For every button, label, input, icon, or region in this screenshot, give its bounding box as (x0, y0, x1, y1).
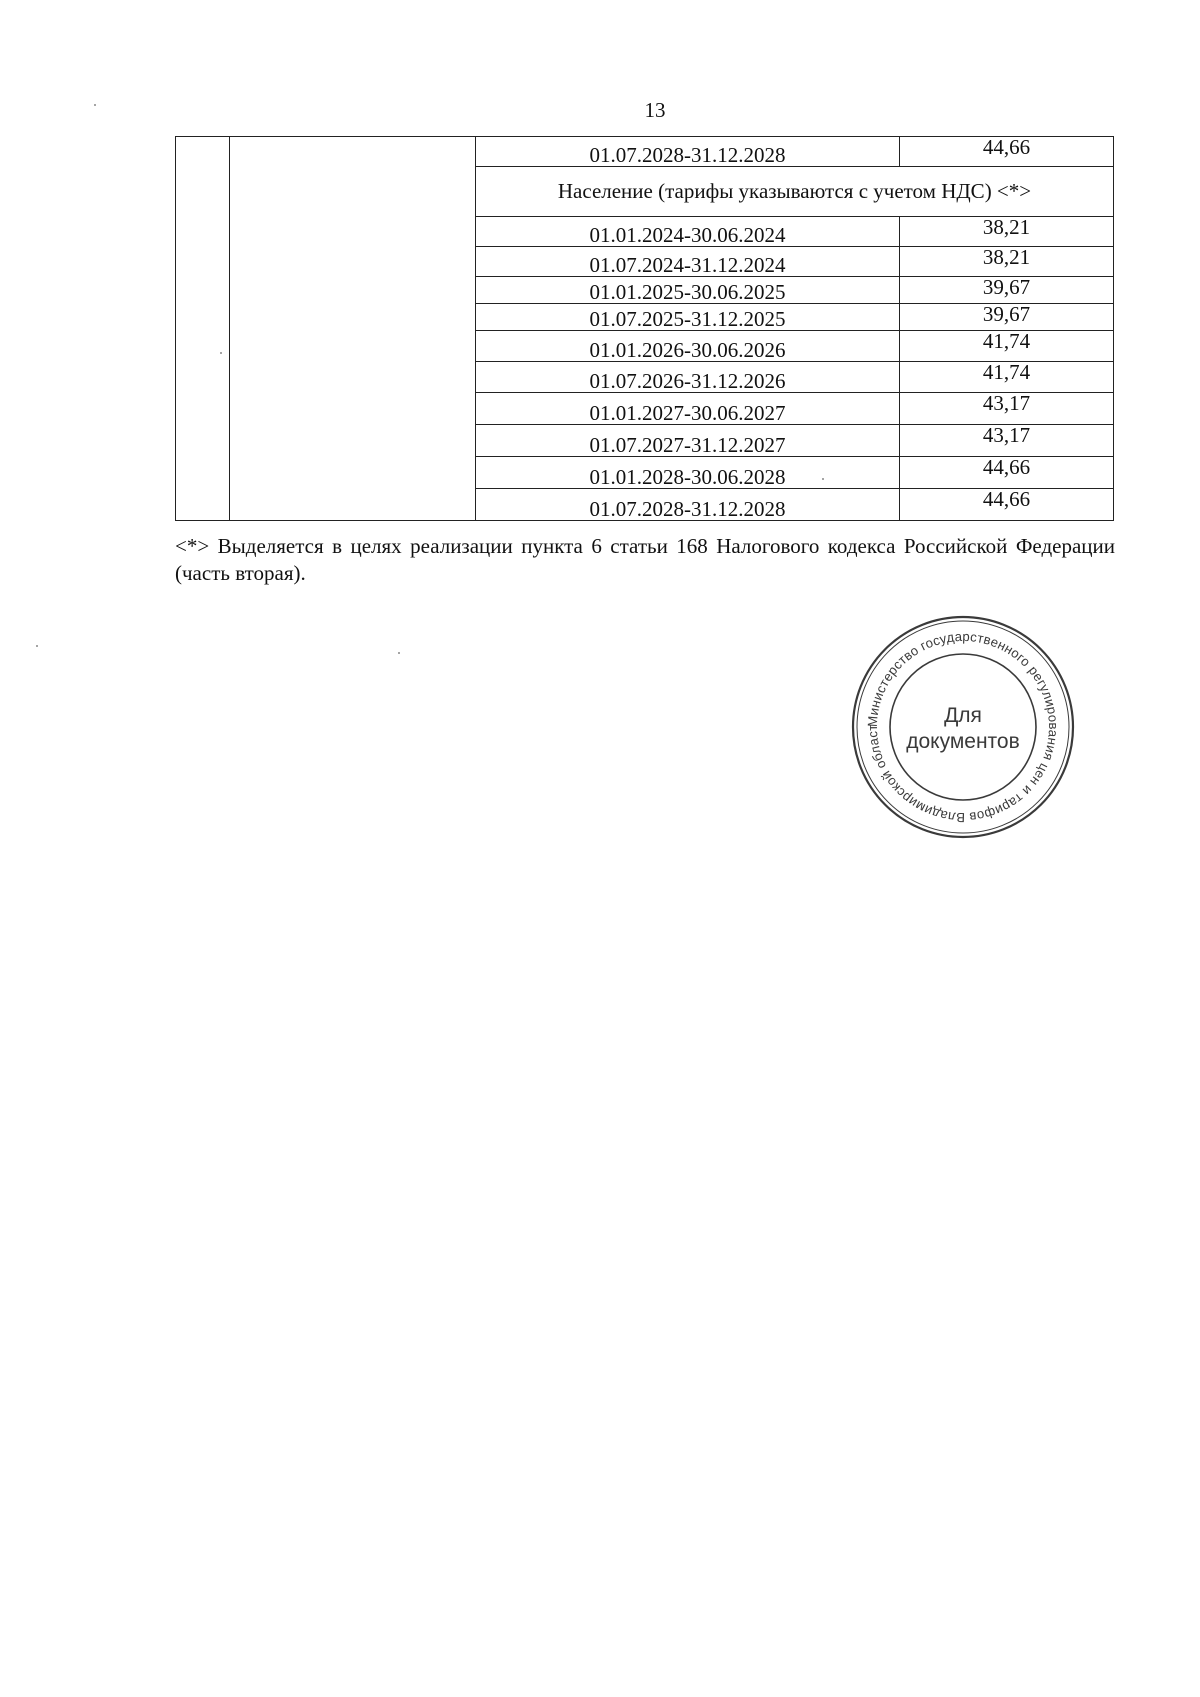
stamp-center-line-2: документов (906, 730, 1020, 753)
scan-speck (398, 652, 400, 654)
table-row (176, 137, 1114, 167)
table-cell-value: 38,21 (900, 247, 1114, 277)
table-cell-value: 39,67 (900, 304, 1114, 331)
stamp-center-line-1: Для (944, 704, 982, 727)
table-cell-value: 43,17 (900, 425, 1114, 457)
table-cell-period: 01.01.2026-30.06.2026 (476, 331, 900, 362)
stamp-graphic (848, 612, 1078, 842)
section-header: Население (тарифы указываются с учетом НДС) <*> (476, 167, 1114, 217)
scan-speck (94, 104, 96, 106)
table-cell-value: 44,66 (900, 137, 1114, 167)
page-number: 13 (644, 98, 666, 122)
stamp-ring-text: Министерство государственного регулирования цен и тарифов Владимирской област (864, 628, 1062, 826)
round-stamp (848, 612, 1078, 847)
tariff-table-body (176, 137, 1114, 521)
table-cell-value: 44,66 (900, 489, 1114, 521)
table-cell-value: 44,66 (900, 457, 1114, 489)
table-cell-value: 38,21 (900, 217, 1114, 247)
tariff-table (175, 136, 1114, 521)
table-cell-period: 01.07.2027-31.12.2027 (476, 425, 900, 457)
table-cell-value: 39,67 (900, 277, 1114, 304)
stamp-inner-ring (890, 654, 1036, 800)
table-cell-period: 01.01.2027-30.06.2027 (476, 393, 900, 425)
footnote: <*> Выделяется в целях реализации пункта 6 статьи 168 Налогового кодекса Российской Федерации (часть вторая). (175, 534, 1115, 585)
table-cell-period: 01.07.2028-31.12.2028 (476, 137, 900, 167)
table-cell-value: 41,74 (900, 331, 1114, 362)
table-cell-value: 43,17 (900, 393, 1114, 425)
table-cell-period: 01.01.2028-30.06.2028 (476, 457, 900, 489)
scan-speck (220, 352, 222, 354)
table-cell-period: 01.07.2025-31.12.2025 (476, 304, 900, 331)
table-cell-period: 01.01.2025-30.06.2025 (476, 277, 900, 304)
table-cell-number (176, 137, 230, 521)
table-cell-period: 01.07.2028-31.12.2028 (476, 489, 900, 521)
scan-speck (822, 478, 824, 480)
table-cell-period: 01.07.2024-31.12.2024 (476, 247, 900, 277)
table-cell-period: 01.07.2026-31.12.2026 (476, 362, 900, 393)
table-cell-period: 01.01.2024-30.06.2024 (476, 217, 900, 247)
stamp-outer-ring-thin (857, 621, 1069, 833)
table-cell-value: 41,74 (900, 362, 1114, 393)
scan-speck (36, 645, 38, 647)
table-cell-organization (230, 137, 476, 521)
stamp-outer-ring (853, 617, 1073, 837)
